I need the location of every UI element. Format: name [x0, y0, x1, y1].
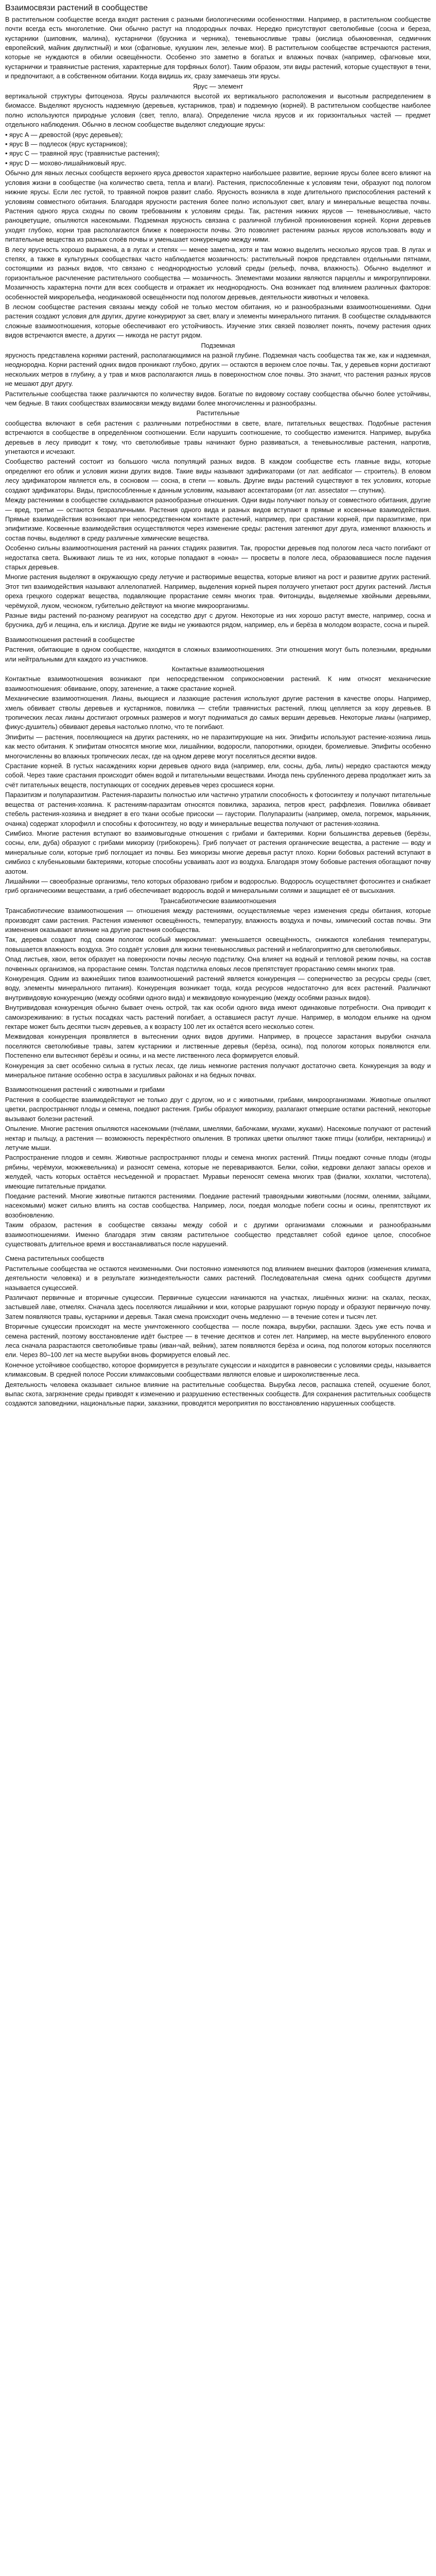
- paragraph: Обычно для явных лесных сообществ верхнего яруса древостоя характерно наибольшее развитие, верхние ярусы более всего влияют на условия жизни в сообществе (на количество света, тепла и влаги). Растения, приспособленные к условиям тени, образуют под пологом нижние ярусы. Если лес густой, то травяной покров развит слабо. Ярусность возникла в ходе длительного приспособления растений к условиям совместного обитания. Благодаря ярусности растения более полно используют свет, влагу и минеральные вещества почвы. Растения одного яруса сходны по своим требованиям к условиям среды. Так, растения нижних ярусов — теневыносливые, часто раноцветущие, опыляются насекомыми. Подземная ярусность связана с различной глубиной проникновения корней. Корни деревьев уходят глубоко, корни трав располагаются ближе к поверхности почвы. Это позволяет растениям разных ярусов использовать воду и питательные вещества из разных слоёв почвы и уменьшает конкуренцию между ними.: [5, 170, 431, 244]
- paragraph: Растительные сообщества также различаются по количеству видов. Богатые по видовому составу сообщества обычно более устойчивы, чем бедные. В таких сообществах взаимосвязи между видами более многочисленны и разнообразны.: [5, 390, 431, 408]
- paragraph: Срастание корней. В густых насаждениях корни деревьев одного вида (например, ели, сосны, дуба, липы) нередко срастаются между собой. Через такие срастания происходит обмен водой и питательными веществами. Иногда пень срубленного дерева продолжает жить за счёт питательных веществ, поступающих от соседних деревьев через сросшиеся корни.: [5, 762, 431, 789]
- page-title: Взаимосвязи растений в сообществе: [5, 4, 148, 12]
- paragraph: Паразитизм и полупаразитизм. Растения-паразиты полностью или частично утратили способность к фотосинтезу и получают питательные вещества от растения-хозяина. К растениям-паразитам относятся повилика, заразиха, петров крест, раффлезия. Повилика обвивает стебель растения-хозяина и внедряет в его ткани особые присоски — гаустории. Полупаразиты (например, омела, погремок, марьянник, очанка) содержат хлорофилл и способны к фотосинтезу, но воду и минеральные вещества получают от растения-хозяина.: [5, 791, 431, 827]
- paragraph: Симбиоз. Многие растения вступают во взаимовыгодные отношения с грибами и бактериями. Корни большинства деревьев (берёзы, сосны, ели, дуба) образуют с грибами микоризу (грибокорень). Гриб получает от растения органические вещества, а растение — воду и минеральные соли, которые гриб поглощает из почвы. Без микоризы многие деревья растут плохо. Корни бобовых растений вступают в симбиоз с клубеньковыми бактериями, которые способны усваивать азот из воздуха. Благодаря этому бобовые растения обогащают почву азотом.: [5, 829, 431, 875]
- paragraph: Лишайники — своеобразные организмы, тело которых образовано грибом и водорослью. Водоросль осуществляет фотосинтез и снабжает гриб органическими веществами, а гриб обеспечивает водоросль водой и минеральными солями и защищает её от высыхания.: [5, 877, 431, 895]
- paragraph: Растительные сообщества не остаются неизменными. Они постоянно изменяются под влиянием внешних факторов (изменения климата, деятельности человека) и в результате жизнедеятельности самих растений. Последовательная смена одних сообществ другими называется сукцессией.: [5, 1265, 431, 1292]
- section-heading: Взаимоотношения растений с животными и грибами: [5, 1086, 165, 1094]
- paragraph-fragment: Контактные взаимоотношения: [171, 666, 265, 673]
- document-body: [5, 3, 431, 1409]
- paragraph-fragment: Трансабиотические взаимоотношения: [160, 897, 276, 905]
- paragraph: вертикальной структуры фитоценоза. Ярусы различаются высотой их вертикального расположения и высотным распределением в биомассе. Выделяют ярусность надземную (деревьев, кустарников, трав) и подземную (корней). В растительном сообществе наиболее полно используются природные условия (свет, тепло, влага). Определение числа ярусов и их горизонтальных частей — предмет отдельного наблюдения. Обычно в лесном сообществе выделяют следующие ярусы:: [5, 93, 431, 129]
- paragraph: Растения, обитающие в одном сообществе, находятся в сложных взаимоотношениях. Эти отношения могут быть полезными, вредными или нейтральными для каждого из участников.: [5, 646, 431, 663]
- paragraph: Сообщество растений состоит из большого числа популяций разных видов. В каждом сообществе есть главные виды, которые определяют его облик и условия жизни других видов. Такие виды называют эдификаторами (от лат. aedificator — строитель). В еловом лесу эдификатором является ель, в сосновом — сосна, в степи — ковыль. Другие виды растений существуют в тех условиях, которые создают эдификаторы. Виды, приспособленные к данным условиям, называют ассектаторами (от лат. assectator — спутник).: [5, 458, 431, 494]
- paragraph: Механические взаимоотношения. Лианы, вьющиеся и лазающие растения используют другие растения в качестве опоры. Например, хмель обвивает стволы деревьев и кустарников, повилика — стебли травянистых растений, плющ цепляется за кору деревьев. В тропических лесах лианы достигают огромных размеров и могут подниматься до самых вершин деревьев. Некоторые лианы (например, фикус-душитель) обвивают деревья настолько плотно, что те погибают.: [5, 695, 431, 731]
- paragraph: Распространение плодов и семян. Животные распространяют плоды и семена многих растений. Птицы поедают сочные плоды (ягоды рябины, черёмухи, можжевельника) и разносят семена, которые не перевариваются. Белки, сойки, кедровки делают запасы орехов и желудей, часть которых остаётся несъеденной и прорастает. Муравьи переносят семена многих трав (фиалки, хохлатки, чистотела), имеющие питательные придатки.: [5, 1154, 431, 1190]
- paragraph: Эпифиты — растения, поселяющиеся на других растениях, но не паразитирующие на них. Эпифиты используют растение-хозяина лишь как место обитания. К эпифитам относятся многие мхи, лишайники, водоросли, папоротники, орхидеи, бромелиевые. Эпифиты особенно многочисленны во влажных тропических лесах, где на одном дереве могут поселяться десятки видов.: [5, 733, 431, 760]
- paragraph: Конечное устойчивое сообщество, которое формируется в результате сукцессии и находится в равновесии с условиями среды, называется климаксовым. В средней полосе России климаксовыми сообществами являются еловые и широколиственные леса.: [5, 1361, 431, 1379]
- paragraph: Между растениями в сообществе складываются разнообразные отношения. Одни виды получают пользу от совместного обитания, другие — вред, третьи — остаются безразличными. Растения одного вида и разных видов вступают в прямые и косвенные взаимодействия. Прямые взаимодействия возникают при непосредственном контакте растений, например, при срастании корней, при паразитизме, при эпифитизме. Косвенные взаимодействия осуществляются через изменение среды: растения затеняют друг друга, изменяют влажность и состав почвы, выделяют в среду различные химические вещества.: [5, 497, 431, 542]
- paragraph: Деятельность человека оказывает сильное влияние на растительные сообщества. Вырубка лесов, распашка степей, осушение болот, выпас скота, загрязнение среды приводят к изменению и разрушению естественных сообществ. Для сохранения растительных сообществ создаются заповедники, национальные парки, заказники, проводятся мероприятия по восстановлению нарушенных сообществ.: [5, 1381, 431, 1408]
- section-heading: Взаимоотношения растений в сообществе: [5, 636, 135, 643]
- paragraph: Опад листьев, хвои, веток образует на поверхности почвы лесную подстилку. Она влияет на водный и тепловой режим почвы, на состав почвенных организмов, на прорастание семян. Толстая подстилка еловых лесов препятствует прорастанию семян многих трав.: [5, 956, 431, 973]
- paragraph: В лесу ярусность хорошо выражена, а в лугах и степях — менее заметна, хотя и там можно выделить несколько ярусов трав. В лугах и степях, а также в культурных сообществах часто наблюдается мозаичность: растительный покров представлен отдельными пятнами, состоящими из разных видов, что связано с неоднородностью условий среды (рельеф, почва, влажность). Обычно выделяют и горизонтальное расчленение растительного сообщества — мозаичность. Элементами мозаики являются парцеллы и микрогруппировки. Мозаичность характерна почти для всех сообществ и отражает их неоднородность. Она возникает под влиянием различных факторов: особенностей микрорельефа, неодинаковой освещённости под пологом деревьев, деятельности животных и человека.: [5, 246, 431, 301]
- paragraph: сообщества включают в себя растения с различными потребностями в свете, влаге, питательных веществах. Подобные растения встречаются в сообществе в определённом соотношении. Если нарушить соотношение, то сообщество изменится. Например, вырубка деревьев в лесу приводит к тому, что светолюбивые травы начинают бурно развиваться, а теневыносливые растения, напротив, угнетаются и исчезают.: [5, 419, 431, 456]
- paragraph: Так, деревья создают под своим пологом особый микроклимат: уменьшается освещённость, снижаются колебания температуры, повышается влажность воздуха. Это создаёт условия для жизни теневыносливых растений и неблагоприятно для светолюбивых.: [5, 936, 431, 953]
- paragraph-fragment: Подземная: [201, 342, 235, 349]
- paragraph: Контактные взаимоотношения возникают при непосредственном соприкосновении растений. К ним относят механические взаимоотношения: обвивание, опору, затенение, а также срастание корней.: [5, 675, 431, 692]
- paragraph: ярусность представлена корнями растений, располагающимися на разной глубине. Подземная часть сообщества так же, как и надземная, неоднородна. Корни растений одних видов проникают глубоко, других — остаются в верхнем слое почвы. Так, у деревьев корни достигают нескольких метров в глубину, а у трав и мхов располагаются лишь в поверхностном слое почвы. Это значит, что растения разных ярусов не мешают друг другу.: [5, 352, 431, 388]
- paragraph: Особенно сильны взаимоотношения растений на ранних стадиях развития. Так, проростки деревьев под пологом леса часто погибают от недостатка света. Выживают лишь те из них, которые попадают в «окна» — просветы в пологе леса, образовавшиеся после падения старых деревьев.: [5, 545, 431, 571]
- paragraph: Многие растения выделяют в окружающую среду летучие и растворимые вещества, которые влияют на рост и развитие других растений. Этот тип взаимодействия называют аллелопатией. Например, выделения корней пырея ползучего угнетают рост других растений. Листья ореха грецкого содержат вещества, подавляющие прорастание семян многих трав. Фитонциды, выделяемые хвойными деревьями, черёмухой, луком, чесноком, губительно действуют на многие микроорганизмы.: [5, 573, 431, 609]
- paragraph-fragment: Ярус — элемент: [193, 82, 243, 90]
- paragraph: Растения в сообществе взаимодействуют не только друг с другом, но и с животными, грибами, микроорганизмами. Животные опыляют цветки, распространяют плоды и семена, поедают растения. Грибы образуют микоризу, разлагают отмершие остатки растений, некоторые вызывают болезни растений.: [5, 1096, 431, 1123]
- paragraph: Внутривидовая конкуренция обычно бывает очень острой, так как особи одного вида имеют одинаковые потребности. Она приводит к самоизреживанию: в густых посадках часть растений погибает, а оставшиеся растут лучше. Например, в молодом ельнике на одном гектаре может быть десятки тысяч деревьев, а к возрасту 100 лет их остаётся всего несколько сотен.: [5, 1004, 431, 1031]
- paragraph: Трансабиотические взаимоотношения — отношения между растениями, осуществляемые через изменения среды обитания, которые производят сами растения. Растения изменяют освещённость, температуру, влажность воздуха и почвы, химический состав почвы. Эти изменения оказывают влияние на другие растения сообщества.: [5, 907, 431, 934]
- tier-list: • ярус А — древостой (ярус деревьев); • ярус B — подлесок (ярус кустарников); • ярус C — травяной ярус (травянистые растения); • ярус D — мохово-лишайниковый ярус.: [5, 131, 160, 167]
- paragraph: Конкуренция. Одним из важнейших типов взаимоотношений растений является конкуренция — соперничество за ресурсы среды (свет, воду, элементы минерального питания). Конкуренция возникает тогда, когда ресурсов недостаточно для всех растений. Различают внутривидовую конкуренцию (между особями одного вида) и межвидовую конкуренцию (между особями разных видов).: [5, 975, 431, 1002]
- paragraph: Разные виды растений по-разному реагируют на соседство друг с другом. Некоторые из них хорошо растут вместе, например, сосна и брусника, дуб и лещина, ель и кислица. Другие же виды не уживаются рядом, например, ель и берёза в молодом возрасте, сосна и пырей.: [5, 612, 431, 629]
- paragraph: Различают первичные и вторичные сукцессии. Первичные сукцессии начинаются на участках, лишённых жизни: на скалах, песках, застывшей лаве, отмелях. Сначала здесь поселяются лишайники и мхи, которые разрушают горную породу и образуют первичную почву. Затем появляются травы, кустарники и деревья. Такая смена происходит очень медленно — в течение сотен и тысяч лет.: [5, 1294, 431, 1320]
- paragraph: Вторичные сукцессии происходят на месте уничтоженного сообщества — после пожара, вырубки, распашки. Здесь уже есть почва и семена растений, поэтому восстановление идёт быстрее — в течение десятков и сотен лет. Например, на месте вырубленного елового леса сначала разрастаются светолюбивые травы (иван-чай, вейник), затем появляются берёза и осина, под пологом которых поселяются ели. Через 80–100 лет на месте вырубки вновь формируется еловый лес.: [5, 1323, 431, 1359]
- paragraph: Конкуренция за свет особенно сильна в густых лесах, где лишь немногие растения получают достаточно света. Конкуренция за воду и минеральное питание особенно остра в засушливых районах и на бедных почвах.: [5, 1062, 431, 1079]
- section-heading: Смена растительных сообществ: [5, 1255, 104, 1263]
- paragraph: Межвидовая конкуренция проявляется в вытеснении одних видов другими. Например, в процессе зарастания вырубки сначала поселяются светолюбивые травы, затем кустарники и лиственные деревья (берёза, осина), под пологом которых появляются ели. Постепенно ели вытесняют берёзы и осины, и на месте лиственного леса формируется еловый.: [5, 1033, 431, 1060]
- paragraph: В лесном сообществе растения связаны между собой не только местом обитания, но и разнообразными взаимоотношениями. Одни растения создают условия для других, другие конкурируют за свет, влагу и элементы минерального питания. В сообществе складываются сложные взаимоотношения, которые обеспечивают его устойчивость. Изучение этих связей позволяет понять, почему растения одних видов встречаются вместе, а других — никогда не растут рядом.: [5, 303, 431, 340]
- paragraph-fragment: Растительные: [196, 410, 240, 417]
- paragraph: Опыление. Многие растения опыляются насекомыми (пчёлами, шмелями, бабочками, мухами, жуками). Насекомые получают от растений нектар и пыльцу, а растения — возможность перекрёстного опыления. В тропиках цветки опыляют также птицы (колибри, нектарницы) и летучие мыши.: [5, 1125, 431, 1151]
- paragraph: Поедание растений. Многие животные питаются растениями. Поедание растений травоядными животными (лосями, оленями, зайцами, насекомыми) может сильно влиять на состав сообщества. Например, лоси, поедая молодые побеги сосны и осины, препятствуют их возобновлению.: [5, 1192, 431, 1219]
- paragraph: В растительном сообществе всегда входят растения с разными биологическими особенностями. Например, в растительном сообществе почти всегда есть многолетние. Они обычно растут на плодородных почвах. Нередко присутствуют светолюбивые (сосна и береза, кустарники (шиповник, малина), кустарнички (брусника и черника), теневыносливые травы (кислица обыкновенная, седмичник европейский, майник двулистный) и мхи (сфагновые, кукушкин лен, зеленые мхи). В растительном сообществе встречаются растения, которые не нуждаются в обилии освещённости. Особенно это заметно в богатых и влажных почвах (например, сфагновые мхи, кустарнички и травянистые растения, характерные для торфяных болот). Таким образом, эти виды растений, которые существуют в тени, и предпочитают, а в собственном обитании. Когда видишь их, сразу замечаешь эти ярусы.: [5, 15, 431, 80]
- paragraph: Таким образом, растения в сообществе связаны между собой и с другими организмами сложными и разнообразными взаимоотношениями. Именно благодаря этим связям растительное сообщество представляет собой единое целое, способное существовать длительное время и восстанавливаться после нарушений.: [5, 1222, 431, 1248]
